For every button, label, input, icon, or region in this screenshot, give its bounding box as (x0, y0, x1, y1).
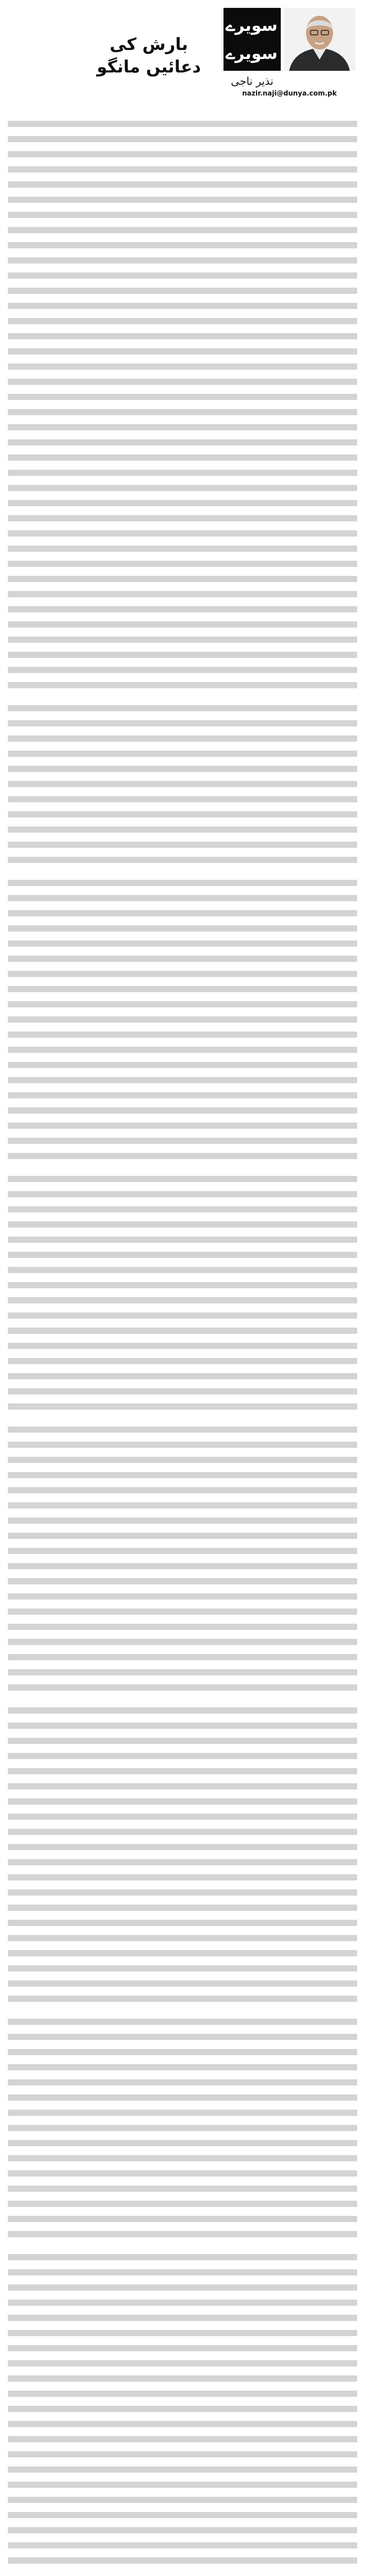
column-header (0, 0, 365, 115)
article-paragraph (8, 880, 357, 1168)
author-photo (284, 8, 355, 71)
article-paragraph (8, 1176, 357, 1419)
column-masthead (223, 8, 355, 97)
article-body (8, 121, 357, 2570)
article-headline: بارش کی دعائیں مانگو (97, 35, 201, 77)
article-paragraph (8, 121, 357, 697)
article-paragraph (8, 2019, 357, 2246)
author-name: نذیر ناجی (231, 75, 273, 88)
author-portrait-icon (284, 8, 355, 71)
author-email[interactable]: nazir.naji@dunya.com.pk (242, 89, 337, 97)
article-paragraph (8, 705, 357, 872)
column-brand: سویرے سویرے (225, 16, 278, 63)
article-paragraph (8, 2254, 357, 2573)
column-title-bar (223, 8, 281, 71)
article-paragraph (8, 1707, 357, 2011)
article-paragraph (8, 1426, 357, 1700)
